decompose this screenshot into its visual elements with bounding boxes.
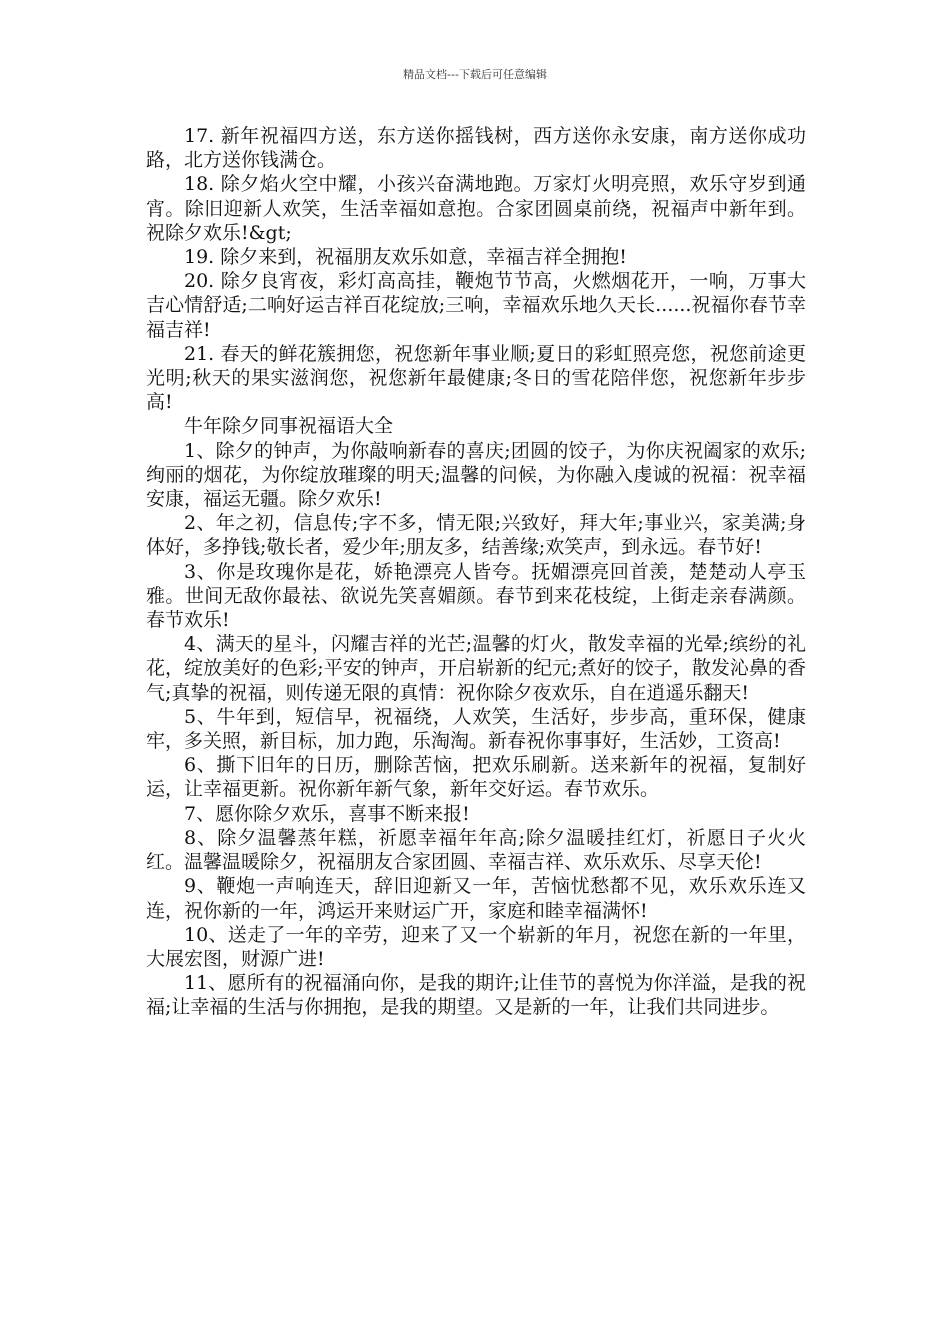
list-item-6: 6、撕下旧年的日历，删除苦恼，把欢乐刷新。送来新年的祝福，复制好运，让幸福更新。祝你新年新气象，新年交好运。春节欢乐。 [146, 754, 806, 801]
list-item-5: 5、牛年到，短信早，祝福绕，人欢笑，生活好，步步高，重环保，健康牢，多关照，新目标，加力跑，乐淘淘。新春祝你事事好，生活妙，工资高! [146, 705, 806, 753]
list-item-2: 2、年之初，信息传;字不多，情无限;兴致好，拜大年;事业兴，家美满;身体好，多挣钱;敬长者，爱少年;朋友多，结善缘;欢笑声，到永远。春节好! [146, 512, 806, 559]
list-item-7: 7、愿你除夕欢乐，喜事不断来报! [184, 802, 470, 825]
list-item-3: 3、你是玫瑰你是花，娇艳漂亮人皆夸。抚媚漂亮回首羡，楚楚动人亭玉雅。世间无敌你最祛、欲说先笑喜媚颜。春节到来花枝绽，上街走亲春满颜。春节欢乐! [146, 560, 806, 632]
paragraph-17: 17. 新年祝福四方送，东方送你摇钱树，西方送你永安康，南方送你成功路，北方送你钱满仓。 [146, 125, 806, 172]
paragraph-20: 20. 除夕良宵夜，彩灯高高挂，鞭炮节节高，火燃烟花开，一响，万事大吉心情舒适;二响好运吉祥百花绽放;三响，幸福欢乐地久天长......祝福你春节幸福吉祥! [146, 270, 806, 341]
document-body [146, 124, 806, 1020]
list-item-4: 4、满天的星斗，闪耀吉祥的光芒;温馨的灯火，散发幸福的光晕;缤纷的礼花，绽放美好的色彩;平安的钟声，开启崭新的纪元;煮好的饺子，散发沁鼻的香气;真挚的祝福，则传递无限的真情：祝你除夕夜欢乐，自在逍遥乐翻天! [146, 633, 806, 704]
page-header: 精品文档---下载后可任意编辑 [403, 68, 547, 81]
paragraph-19: 19. 除夕来到，祝福朋友欢乐如意，幸福吉祥全拥抱! [184, 246, 627, 269]
list-item-8: 8、除夕温馨蒸年糕，祈愿幸福年年高;除夕温暖挂红灯，祈愿日子火火红。温馨温暖除夕，祝福朋友合家团圆、幸福吉祥、欢乐欢乐、尽享天伦! [146, 826, 806, 874]
list-item-11: 11、愿所有的祝福涌向你，是我的期许;让佳节的喜悦为你洋溢，是我的祝福;让幸福的生活与你拥抱，是我的期望。又是新的一年，让我们共同进步。 [146, 972, 806, 1019]
list-item-1: 1、除夕的钟声，为你敲响新春的喜庆;团圆的饺子，为你庆祝阖家的欢乐;绚丽的烟花，为你绽放璀璨的明天;温馨的问候，为你融入虔诚的祝福：祝幸福安康，福运无疆。除夕欢乐! [146, 439, 806, 511]
list-item-9: 9、鞭炮一声响连天，辞旧迎新又一年，苦恼忧愁都不见，欢乐欢乐连又连，祝你新的一年，鸿运开来财运广开，家庭和睦幸福满怀! [146, 875, 806, 922]
list-item-10: 10、送走了一年的辛劳，迎来了又一个崭新的年月，祝您在新的一年里，大展宏图，财源广进! [146, 923, 806, 970]
paragraph-21: 21. 春天的鲜花簇拥您，祝您新年事业顺;夏日的彩虹照亮您，祝您前途更光明;秋天的果实滋润您，祝您新年最健康;冬日的雪花陪伴您，祝您新年步步高! [146, 342, 806, 414]
section-heading: 牛年除夕同事祝福语大全 [184, 415, 394, 438]
paragraph-18: 18. 除夕焰火空中耀，小孩兴奋满地跑。万家灯火明亮照，欢乐守岁到通宵。除旧迎新人欢笑，生活幸福如意抱。合家团圆桌前绕，祝福声中新年到。祝除夕欢乐!&gt; [146, 173, 806, 244]
